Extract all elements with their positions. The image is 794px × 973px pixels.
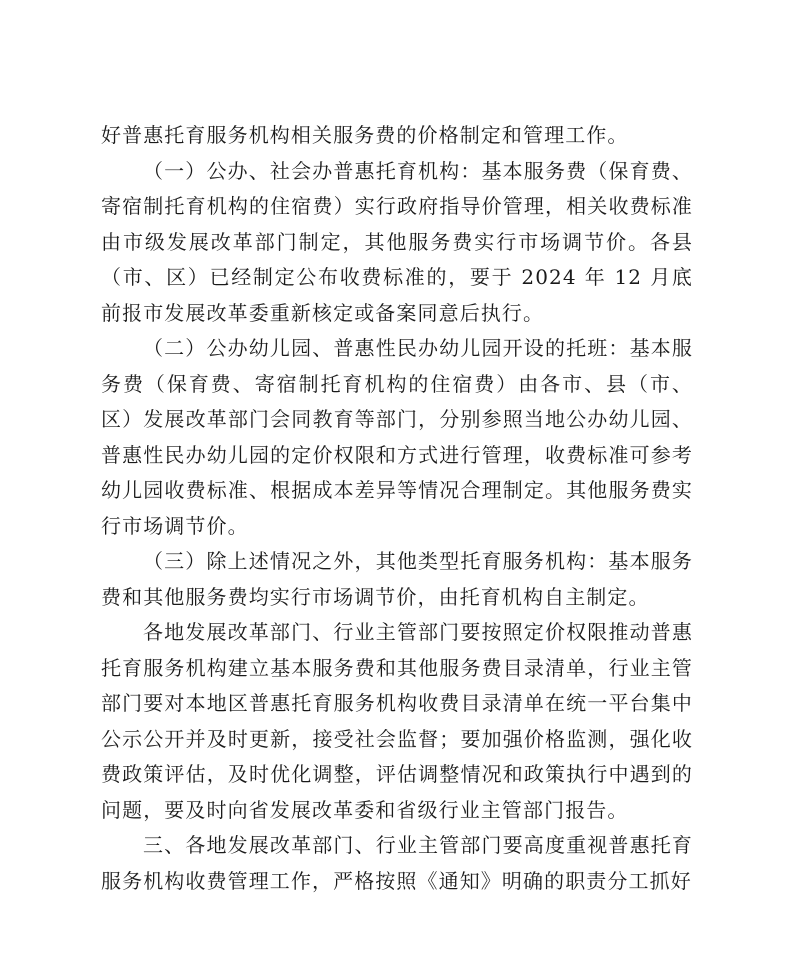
paragraph-item-3-other-institutions: （三）除上述情况之外，其他类型托育服务机构：基本服务费和其他服务费均实行市场调节价，由托育机构自主制定。 xyxy=(101,549,693,609)
paragraph-continuation: 好普惠托育服务机构相关服务费的价格制定和管理工作。 xyxy=(101,123,629,147)
paragraph-section-3: 三、各地发展改革部门、行业主管部门要高度重视普惠托育服务机构收费管理工作，严格按照《通知》明确的职责分工抓好 xyxy=(101,833,693,893)
paragraph-item-1-public-institutions: （一）公办、社会办普惠托育机构：基本服务费（保育费、寄宿制托育机构的住宿费）实行政府指导价管理，相关收费标准由市级发展改革部门制定，其他服务费实行市场调节价。各县（市、区）已经制定公布收费标准的，要于 2024 年 12 月底前报市发展改革委重新核定或备案同意后执行。 xyxy=(101,158,693,325)
paragraph-item-2-kindergarten-classes: （二）公办幼儿园、普惠性民办幼儿园开设的托班：基本服务费（保育费、寄宿制托育机构的住宿费）由各市、县（市、区）发展改革部门会同教育等部门，分别参照当地公办幼儿园、普惠性民办幼儿园的定价权限和方式进行管理，收费标准可参考幼儿园收费标准、根据成本差异等情况合理制定。其他服务费实行市场调节价。 xyxy=(101,336,693,538)
document-body xyxy=(101,118,693,899)
paragraph-directory-list: 各地发展改革部门、行业主管部门要按照定价权限推动普惠托育服务机构建立基本服务费和其他服务费目录清单，行业主管部门要对本地区普惠托育服务机构收费目录清单在统一平台集中公示公开并及时更新，接受社会监督；要加强价格监测，强化收费政策评估，及时优化调整，评估调整情况和政策执行中遇到的问题，要及时向省发展改革委和省级行业主管部门报告。 xyxy=(101,620,693,822)
